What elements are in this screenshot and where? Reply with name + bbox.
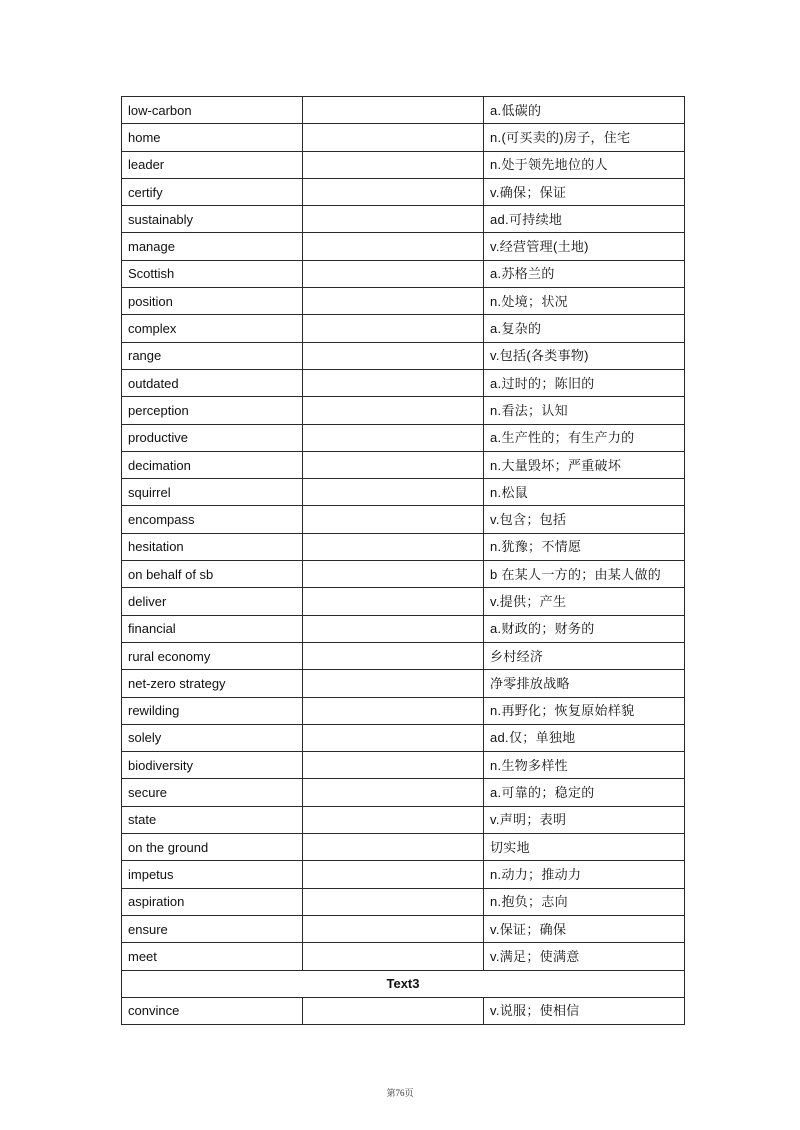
blank-cell [303, 943, 484, 970]
word-cell: solely [122, 724, 303, 751]
meaning-cell: v.经营管理(土地) [484, 233, 685, 260]
blank-cell [303, 260, 484, 287]
blank-cell [303, 561, 484, 588]
vocab-row [122, 233, 685, 260]
vocab-row [122, 861, 685, 888]
meaning-cell: n.松鼠 [484, 479, 685, 506]
vocab-row [122, 615, 685, 642]
word-cell: hesitation [122, 533, 303, 560]
meaning-cell: v.包括(各类事物) [484, 342, 685, 369]
vocab-row [122, 260, 685, 287]
meaning-cell: 净零排放战略 [484, 670, 685, 697]
vocab-row [122, 670, 685, 697]
meaning-cell: n.大量毁坏；严重破坏 [484, 451, 685, 478]
vocab-row [122, 506, 685, 533]
meaning-cell: ad.可持续地 [484, 206, 685, 233]
page-number: 第76页 [386, 1088, 414, 1098]
vocab-row [122, 206, 685, 233]
word-cell: low-carbon [122, 97, 303, 124]
blank-cell [303, 451, 484, 478]
vocab-row [122, 724, 685, 751]
meaning-cell: v.说服；使相信 [484, 997, 685, 1024]
meaning-cell: v.保证；确保 [484, 915, 685, 942]
vocabulary-table-body [122, 97, 685, 1025]
meaning-cell: n.犹豫；不情愿 [484, 533, 685, 560]
section-header-row [122, 970, 685, 997]
blank-cell [303, 124, 484, 151]
vocab-row [122, 151, 685, 178]
vocab-row [122, 288, 685, 315]
vocab-row [122, 997, 685, 1024]
word-cell: on behalf of sb [122, 561, 303, 588]
word-cell: biodiversity [122, 752, 303, 779]
meaning-cell: n.处于领先地位的人 [484, 151, 685, 178]
vocab-row [122, 178, 685, 205]
vocab-row [122, 697, 685, 724]
blank-cell [303, 615, 484, 642]
vocab-row [122, 806, 685, 833]
word-cell: decimation [122, 451, 303, 478]
word-cell: state [122, 806, 303, 833]
vocab-row [122, 315, 685, 342]
word-cell: impetus [122, 861, 303, 888]
meaning-cell: v.声明；表明 [484, 806, 685, 833]
word-cell: convince [122, 997, 303, 1024]
word-cell: net-zero strategy [122, 670, 303, 697]
word-cell: Scottish [122, 260, 303, 287]
blank-cell [303, 342, 484, 369]
word-cell: rural economy [122, 642, 303, 669]
blank-cell [303, 779, 484, 806]
word-cell: sustainably [122, 206, 303, 233]
blank-cell [303, 697, 484, 724]
blank-cell [303, 915, 484, 942]
meaning-cell: n.再野化；恢复原始样貌 [484, 697, 685, 724]
word-cell: complex [122, 315, 303, 342]
blank-cell [303, 369, 484, 396]
meaning-cell: n.处境；状况 [484, 288, 685, 315]
meaning-cell: n.看法；认知 [484, 397, 685, 424]
blank-cell [303, 642, 484, 669]
word-cell: certify [122, 178, 303, 205]
word-cell: on the ground [122, 834, 303, 861]
word-cell: deliver [122, 588, 303, 615]
blank-cell [303, 670, 484, 697]
vocab-row [122, 369, 685, 396]
blank-cell [303, 997, 484, 1024]
meaning-cell: v.提供；产生 [484, 588, 685, 615]
blank-cell [303, 506, 484, 533]
vocab-row [122, 888, 685, 915]
vocab-row [122, 779, 685, 806]
word-cell: meet [122, 943, 303, 970]
vocab-row [122, 124, 685, 151]
meaning-cell: v.确保；保证 [484, 178, 685, 205]
blank-cell [303, 315, 484, 342]
meaning-cell: ad.仅；单独地 [484, 724, 685, 751]
vocab-row [122, 342, 685, 369]
word-cell: manage [122, 233, 303, 260]
vocab-row [122, 451, 685, 478]
meaning-cell: a.生产性的；有生产力的 [484, 424, 685, 451]
blank-cell [303, 752, 484, 779]
blank-cell [303, 588, 484, 615]
vocab-row [122, 479, 685, 506]
meaning-cell: n.动力；推动力 [484, 861, 685, 888]
blank-cell [303, 97, 484, 124]
word-cell: encompass [122, 506, 303, 533]
meaning-cell: 切实地 [484, 834, 685, 861]
word-cell: ensure [122, 915, 303, 942]
blank-cell [303, 724, 484, 751]
meaning-cell: 乡村经济 [484, 642, 685, 669]
word-cell: productive [122, 424, 303, 451]
blank-cell [303, 424, 484, 451]
word-cell: range [122, 342, 303, 369]
vocab-row [122, 752, 685, 779]
blank-cell [303, 178, 484, 205]
vocab-row [122, 943, 685, 970]
vocab-row [122, 915, 685, 942]
meaning-cell: a.苏格兰的 [484, 260, 685, 287]
word-cell: secure [122, 779, 303, 806]
meaning-cell: a.复杂的 [484, 315, 685, 342]
vocabulary-table [121, 96, 685, 1025]
vocab-row [122, 424, 685, 451]
word-cell: position [122, 288, 303, 315]
blank-cell [303, 861, 484, 888]
blank-cell [303, 397, 484, 424]
vocab-row [122, 588, 685, 615]
meaning-cell: a.财政的；财务的 [484, 615, 685, 642]
blank-cell [303, 806, 484, 833]
meaning-cell: n.生物多样性 [484, 752, 685, 779]
blank-cell [303, 233, 484, 260]
vocab-row [122, 533, 685, 560]
meaning-cell: n.(可买卖的)房子，住宅 [484, 124, 685, 151]
blank-cell [303, 888, 484, 915]
blank-cell [303, 288, 484, 315]
meaning-cell: a.可靠的；稳定的 [484, 779, 685, 806]
vocab-row [122, 561, 685, 588]
blank-cell [303, 533, 484, 560]
blank-cell [303, 834, 484, 861]
meaning-cell: v.满足；使满意 [484, 943, 685, 970]
word-cell: leader [122, 151, 303, 178]
word-cell: squirrel [122, 479, 303, 506]
vocab-row [122, 397, 685, 424]
word-cell: home [122, 124, 303, 151]
word-cell: outdated [122, 369, 303, 396]
blank-cell [303, 151, 484, 178]
meaning-cell: n.抱负；志向 [484, 888, 685, 915]
meaning-cell: v.包含；包括 [484, 506, 685, 533]
vocab-row [122, 97, 685, 124]
word-cell: financial [122, 615, 303, 642]
vocab-row [122, 642, 685, 669]
blank-cell [303, 479, 484, 506]
meaning-cell: a.低碳的 [484, 97, 685, 124]
section-title: Text3 [122, 970, 685, 997]
word-cell: perception [122, 397, 303, 424]
word-cell: rewilding [122, 697, 303, 724]
meaning-cell: a.过时的；陈旧的 [484, 369, 685, 396]
vocab-row [122, 834, 685, 861]
blank-cell [303, 206, 484, 233]
meaning-cell: b 在某人一方的；由某人做的 [484, 561, 685, 588]
word-cell: aspiration [122, 888, 303, 915]
